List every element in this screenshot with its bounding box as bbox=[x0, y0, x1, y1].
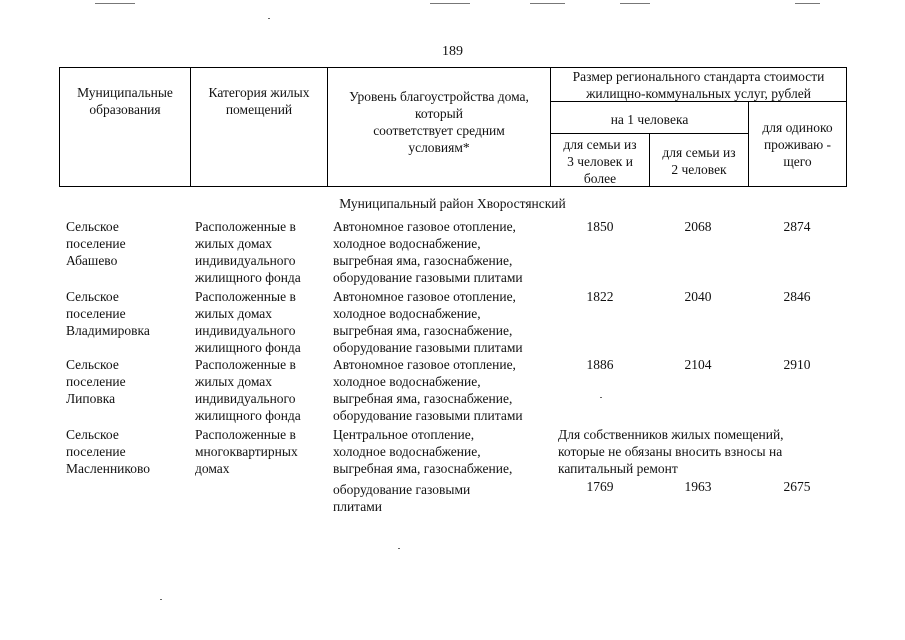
header-family-2: для семьи из 2 человек bbox=[662, 145, 736, 177]
district-title: Муниципальный район Хворостянский bbox=[339, 196, 566, 211]
value-family-3: 1886 bbox=[586, 357, 614, 372]
owners-note: Для собственников жилых помещений, которые не обязаны вносить взносы на капитальный ремонт bbox=[558, 427, 784, 476]
header-single-resident: для одиноко проживаю - щего bbox=[762, 120, 833, 169]
value-family-2: 2104 bbox=[684, 357, 712, 372]
header-family-3: для семьи из 3 человек и более bbox=[563, 137, 637, 186]
value-single: 2910 bbox=[783, 357, 811, 372]
improvement-cell: Автономное газовое отопление, холодное водоснабжение, выгребная яма, газоснабжение, оборудование газовыми плитами bbox=[333, 219, 523, 285]
municipality-cell: Сельское поселение Абашево bbox=[66, 219, 126, 268]
table-header bbox=[59, 67, 847, 187]
value-family-3: 1769 bbox=[586, 479, 614, 494]
value-single: 2675 bbox=[783, 479, 811, 494]
value-family-2: 1963 bbox=[684, 479, 712, 494]
value-family-3: 1850 bbox=[586, 219, 614, 234]
municipality-cell: Сельское поселение Липовка bbox=[66, 357, 126, 406]
header-category: Категория жилых помещений bbox=[208, 85, 310, 117]
improvement-cell: Автономное газовое отопление, холодное водоснабжение, выгребная яма, газоснабжение, оборудование газовыми плитами bbox=[333, 289, 523, 355]
value-single: 2874 bbox=[783, 219, 811, 234]
category-cell: Расположенные в жилых домах индивидуального жилищного фонда bbox=[195, 289, 301, 355]
scan-speck bbox=[600, 397, 602, 398]
header-municipality: Муниципальные образования bbox=[77, 85, 173, 117]
header-standard-size: Размер регионального стандарта стоимости жилищно-коммунальных услуг, рублей bbox=[572, 69, 825, 101]
value-single: 2846 bbox=[783, 289, 811, 304]
value-family-2: 2040 bbox=[684, 289, 712, 304]
category-cell: Расположенные в многоквартирных домах bbox=[195, 427, 298, 476]
scan-speck bbox=[268, 18, 270, 19]
scan-speck bbox=[398, 548, 400, 549]
header-per-person: на 1 человека bbox=[610, 112, 689, 127]
page-number: 189 bbox=[442, 44, 463, 59]
value-family-2: 2068 bbox=[684, 219, 712, 234]
header-improvement-level: Уровень благоустройства дома, который соответствует средним условиям* bbox=[349, 89, 529, 155]
improvement-cell: Автономное газовое отопление, холодное водоснабжение, выгребная яма, газоснабжение, оборудование газовыми плитами bbox=[333, 357, 523, 423]
improvement-cell: Центральное отопление, холодное водоснабжение, выгребная яма, газоснабжение, оборудование газовыми плитами bbox=[333, 427, 513, 514]
scan-speck bbox=[160, 599, 162, 600]
category-cell: Расположенные в жилых домах индивидуального жилищного фонда bbox=[195, 219, 301, 285]
municipality-cell: Сельское поселение Владимировка bbox=[66, 289, 150, 338]
municipality-cell: Сельское поселение Масленниково bbox=[66, 427, 151, 476]
category-cell: Расположенные в жилых домах индивидуального жилищного фонда bbox=[195, 357, 301, 423]
value-family-3: 1822 bbox=[586, 289, 614, 304]
